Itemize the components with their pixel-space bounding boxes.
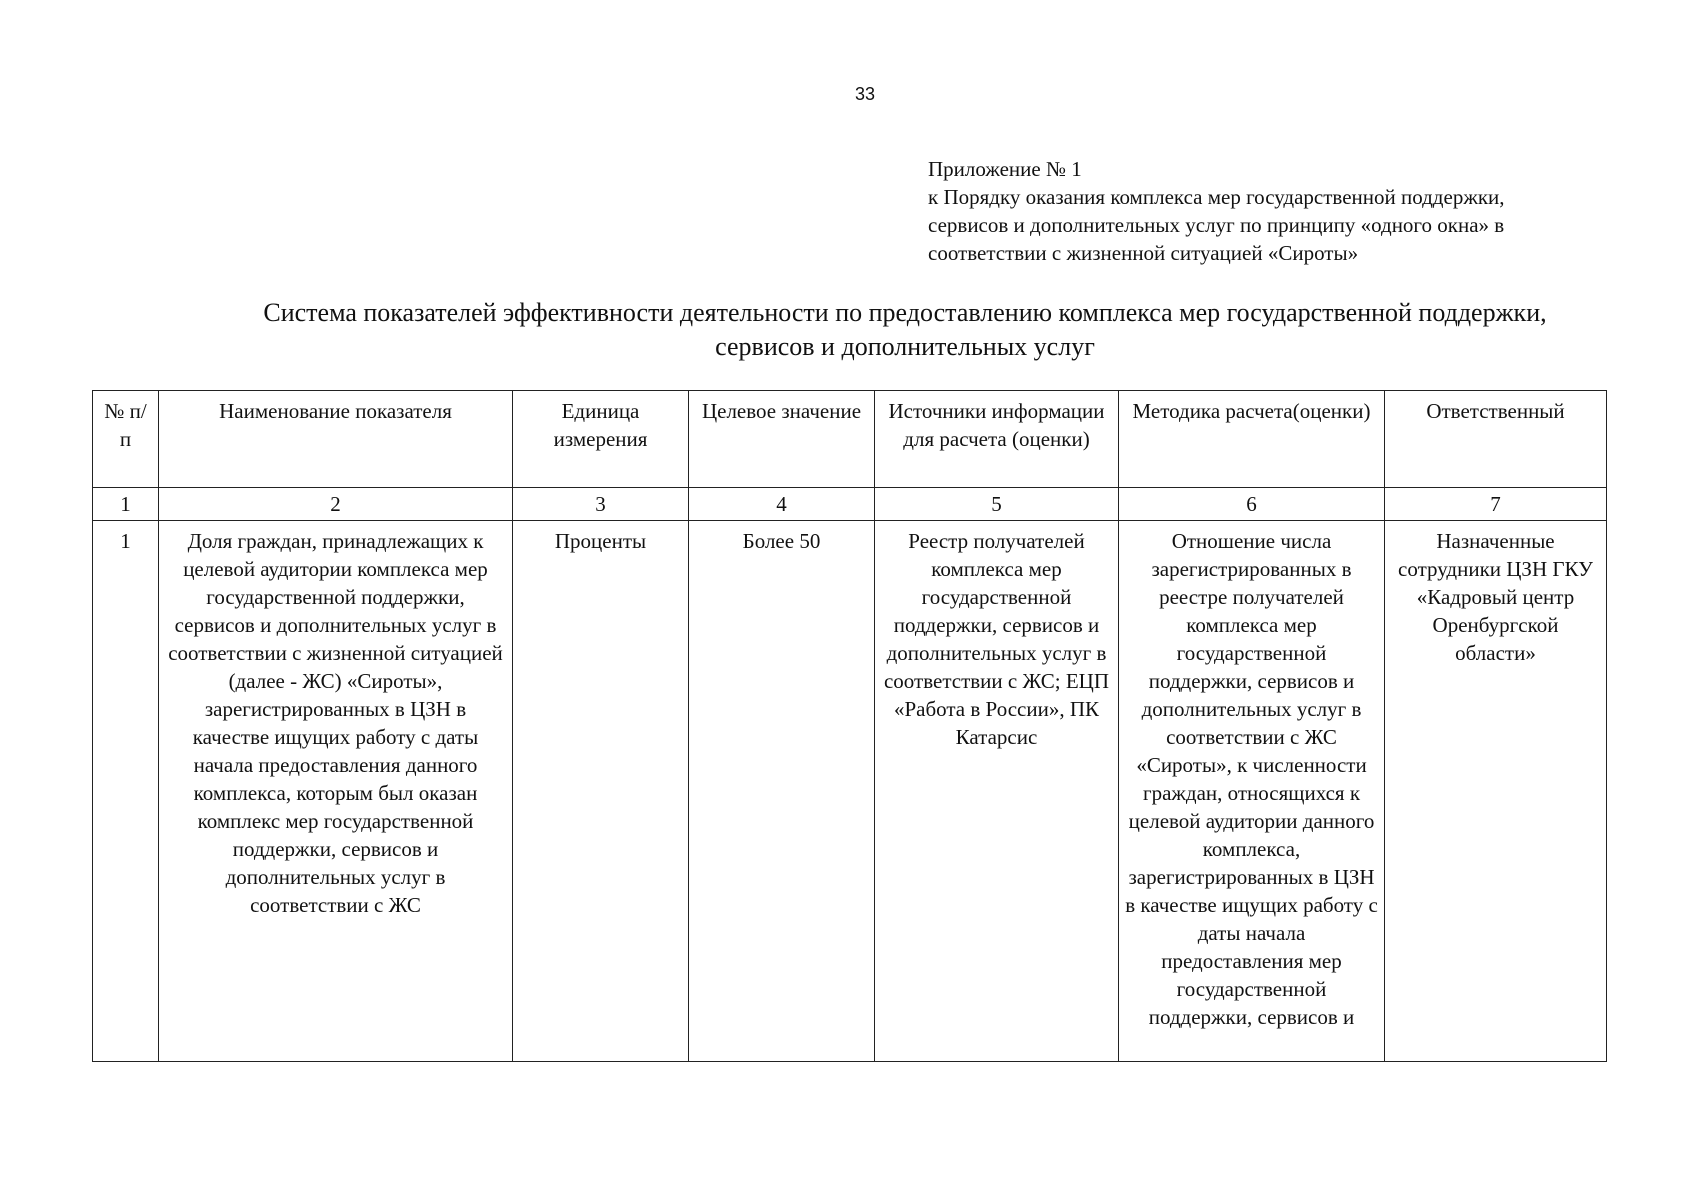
appendix-line-2: к Порядку оказания комплекса мер государственной поддержки, bbox=[928, 185, 1505, 209]
column-number: 2 bbox=[159, 488, 513, 521]
cell-unit: Проценты bbox=[513, 521, 689, 1062]
column-number: 5 bbox=[875, 488, 1119, 521]
header-sources: Источники информации для расчета (оценки) bbox=[875, 391, 1119, 488]
header-method: Методика расчета(оценки) bbox=[1119, 391, 1385, 488]
indicators-table bbox=[92, 390, 1607, 1062]
cell-sources: Реестр получателей комплекса мер государственной поддержки, сервисов и дополнительных услуг в соответствии с ЖС; ЕЦП «Работа в России», ПК Катарсис bbox=[875, 521, 1119, 1062]
cell-method: Отношение числа зарегистрированных в реестре получателей комплекса мер государственной поддержки, сервисов и дополнительных услуг в соответствии с ЖС «Сироты», к численности граждан, относящихся к целевой аудитории данного комплекса, зарегистрированных в ЦЗН в качестве ищущих работу с даты начала предоставления мер государственной поддержки, сервисов и bbox=[1119, 521, 1385, 1062]
header-number: № п/п bbox=[93, 391, 159, 488]
column-number: 1 bbox=[93, 488, 159, 521]
cell-indicator-name: Доля граждан, принадлежащих к целевой аудитории комплекса мер государственной поддержки, сервисов и дополнительных услуг в соответствии с жизненной ситуацией (далее - ЖС) «Сироты», зарегистрированных в ЦЗН в качестве ищущих работу с даты начала предоставления данного комплекса, которым был оказан комплекс мер государственной поддержки, сервисов и дополнительных услуг в соответствии с ЖС bbox=[159, 521, 513, 1062]
column-number-row bbox=[93, 488, 1607, 521]
appendix-line-4: соответствии с жизненной ситуацией «Сироты» bbox=[928, 241, 1359, 265]
table-header-row bbox=[93, 391, 1607, 488]
header-indicator-name: Наименование показателя bbox=[159, 391, 513, 488]
cell-target-value: Более 50 bbox=[689, 521, 875, 1062]
column-number: 6 bbox=[1119, 488, 1385, 521]
appendix-line-1: Приложение № 1 bbox=[928, 157, 1082, 181]
header-responsible: Ответственный bbox=[1385, 391, 1607, 488]
table-row bbox=[93, 521, 1607, 1062]
document-title-line-1: Система показателей эффективности деятельности по предоставлению комплекса мер государственной поддержки, bbox=[263, 298, 1547, 327]
appendix-header bbox=[928, 155, 1648, 267]
document-title-line-2: сервисов и дополнительных услуг bbox=[715, 332, 1095, 361]
cell-number: 1 bbox=[93, 521, 159, 1062]
appendix-line-3: сервисов и дополнительных услуг по принципу «одного окна» в bbox=[928, 213, 1505, 237]
column-number: 7 bbox=[1385, 488, 1607, 521]
column-number: 4 bbox=[689, 488, 875, 521]
page-number: 33 bbox=[854, 84, 876, 104]
header-target-value: Целевое значение bbox=[689, 391, 875, 488]
cell-responsible: Назначенные сотрудники ЦЗН ГКУ «Кадровый центр Оренбургской области» bbox=[1385, 521, 1607, 1062]
header-unit: Единица измерения bbox=[513, 391, 689, 488]
column-number: 3 bbox=[513, 488, 689, 521]
document-title bbox=[180, 296, 1630, 364]
